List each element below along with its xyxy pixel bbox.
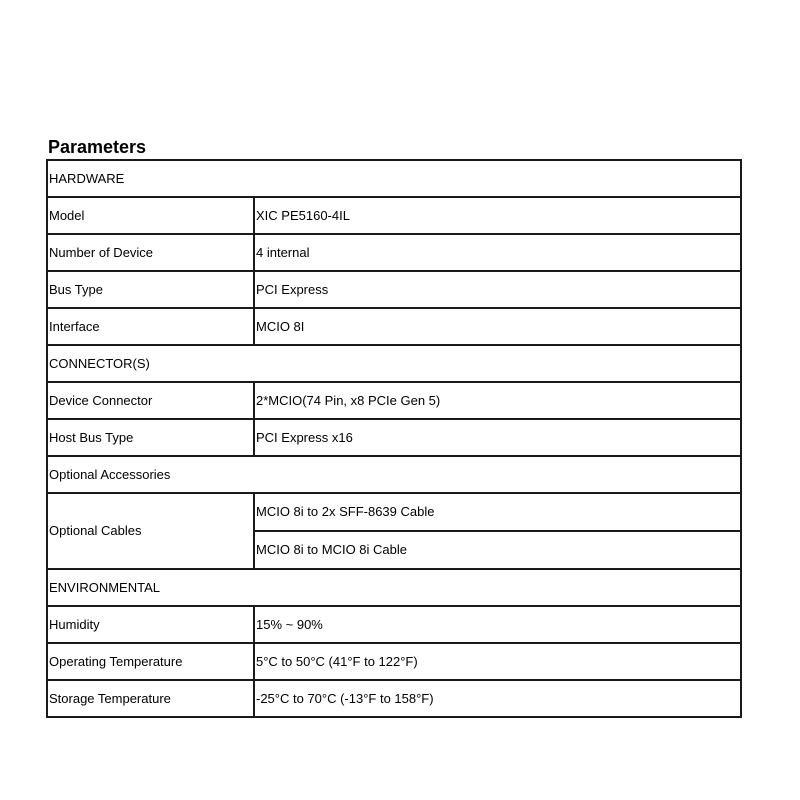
table-row: [47, 382, 741, 419]
section-header: CONNECTOR(S): [47, 345, 741, 382]
table-row: [47, 419, 741, 456]
section-header: ENVIRONMENTAL: [47, 569, 741, 606]
section-row-connectors: [47, 345, 741, 382]
row-value: 4 internal: [254, 234, 741, 271]
table-row: [47, 680, 741, 717]
parameters-table: [46, 159, 742, 718]
row-value: MCIO 8I: [254, 308, 741, 345]
row-value: 2*MCIO(74 Pin, x8 PCIe Gen 5): [254, 382, 741, 419]
row-value: MCIO 8i to MCIO 8i Cable: [254, 531, 741, 569]
row-label: Model: [47, 197, 254, 234]
row-label: Number of Device: [47, 234, 254, 271]
row-label: Interface: [47, 308, 254, 345]
row-value: PCI Express: [254, 271, 741, 308]
table-row: [47, 308, 741, 345]
table-row: [47, 197, 741, 234]
table-row: [47, 271, 741, 308]
section-header: Optional Accessories: [47, 456, 741, 493]
row-label: Storage Temperature: [47, 680, 254, 717]
row-value: PCI Express x16: [254, 419, 741, 456]
page-title: Parameters: [48, 137, 147, 157]
table-row: [47, 234, 741, 271]
row-label: Optional Cables: [47, 493, 254, 569]
row-label: Host Bus Type: [47, 419, 254, 456]
table-row: [47, 606, 741, 643]
row-value: 5°C to 50°C (41°F to 122°F): [254, 643, 741, 680]
section-header: HARDWARE: [47, 160, 741, 197]
row-label: Humidity: [47, 606, 254, 643]
row-label: Operating Temperature: [47, 643, 254, 680]
row-value: XIC PE5160-4IL: [254, 197, 741, 234]
section-row-accessories: [47, 456, 741, 493]
row-label: Device Connector: [47, 382, 254, 419]
section-row-hardware: [47, 160, 741, 197]
table-row: [47, 493, 741, 531]
section-row-environmental: [47, 569, 741, 606]
row-value: 15% ~ 90%: [254, 606, 741, 643]
row-value: -25°C to 70°C (-13°F to 158°F): [254, 680, 741, 717]
table-row: [47, 643, 741, 680]
row-value: MCIO 8i to 2x SFF-8639 Cable: [254, 493, 741, 531]
row-label: Bus Type: [47, 271, 254, 308]
